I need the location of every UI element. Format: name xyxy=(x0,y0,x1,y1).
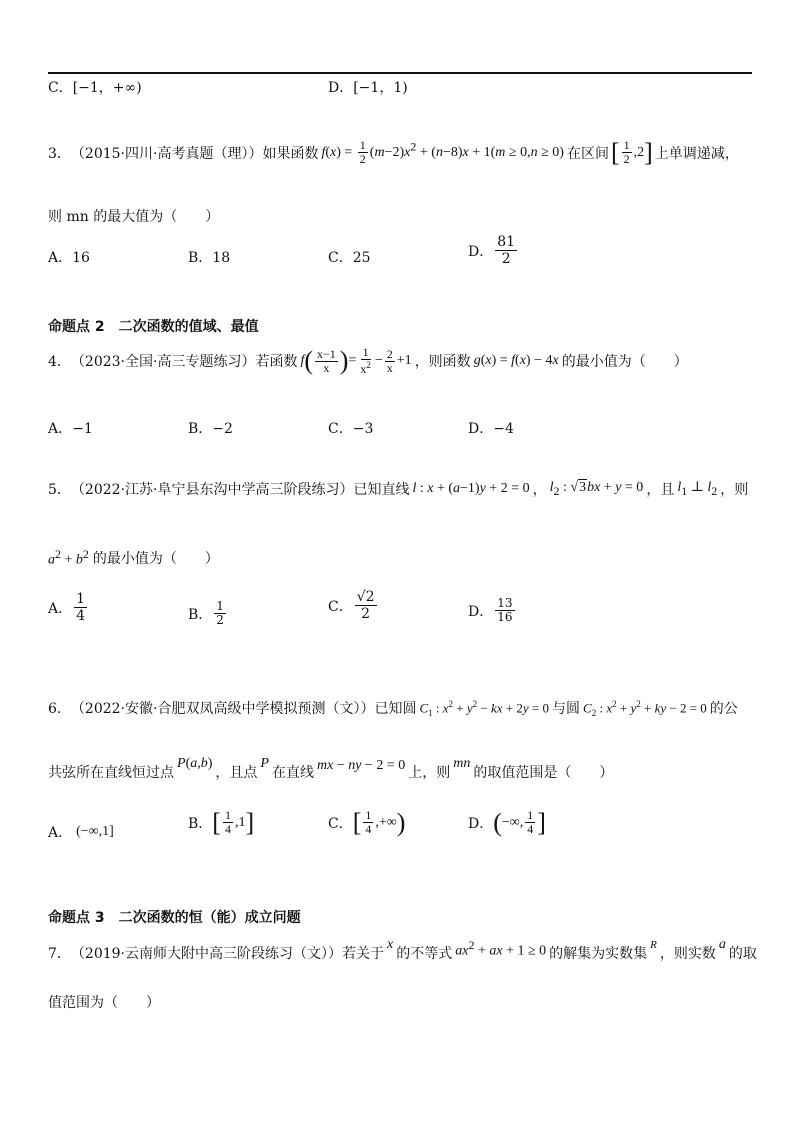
option-d xyxy=(468,235,519,267)
option-c: C． [ $\frac{1}{4}$ ,+∞ ) xyxy=(328,808,406,837)
option-label: D． xyxy=(468,244,494,261)
question-text: 在直线 xyxy=(271,765,314,781)
inequality-expression: $ax^2$ + ax + 1 ≥ 0 xyxy=(455,938,547,959)
question-text: 的解集为实数集 xyxy=(549,945,648,962)
line-equation: mx − ny − 2 = 0 xyxy=(316,758,406,773)
question-source: （2019·云南师大附中高三阶段练习（文））若关于 xyxy=(70,945,384,962)
point-p-symbol: P xyxy=(260,756,269,771)
condition-pre: ，且 xyxy=(646,482,675,498)
option-b: B． [ $\frac{1}{4}$ ,1 ] xyxy=(188,808,255,837)
sum-of-squares-expression: $a^2 + b^2$ xyxy=(48,547,89,568)
question-7 xyxy=(48,936,757,964)
option-b: B．−2 xyxy=(188,421,233,437)
question-text: 的不等式 xyxy=(396,945,453,962)
question-6-line2 xyxy=(48,756,614,782)
question-source: （2022·江苏·阜宁县东沟中学高三阶段练习）已知直线 xyxy=(70,482,410,498)
variable-x: x xyxy=(387,936,394,952)
option-c-prev: C．[−1，+∞) xyxy=(48,80,142,96)
option-label: B． xyxy=(188,606,213,623)
function-expression: f(x) = $\frac{1}{2}$ $(m-2)x^2 + (n-8)x + 1(m \ge 0,n \ge 0)$ xyxy=(321,138,564,167)
line-l-equation: l : x + (a−1)y + 2 = 0 xyxy=(412,481,530,496)
g-function-expression: g(x) = f(x) − 4x xyxy=(473,353,559,369)
perpendicular-condition: $l_1$ ⊥ $l_2$ xyxy=(677,480,718,498)
option-c: C．25 xyxy=(328,250,371,266)
fraction-numerator: 1 xyxy=(76,591,86,607)
question-text: 的最小值为（ ） xyxy=(92,550,219,567)
line-l2-equation: $l_2$ : √3bx + y = 0 xyxy=(549,479,644,498)
question-source: （2023·全国·高三专题练习）若函数 xyxy=(70,354,298,371)
question-number: 4． xyxy=(48,354,71,371)
question-source: （2015·四川·高考真题（理））如果函数 xyxy=(70,146,319,162)
question-3 xyxy=(48,138,739,168)
condition-post: ，则 xyxy=(720,482,749,498)
option-c: C．−3 xyxy=(328,421,374,437)
question-text-mid: 在区间 xyxy=(566,146,609,162)
option-d: D． ( −∞, $\frac{1}{4}$ ] xyxy=(468,808,546,837)
real-set-symbol: R xyxy=(650,938,657,951)
option-a: A．−1 xyxy=(48,421,93,437)
circle-c2-equation: $C_2$ : $x^2 + y^2$ + ky − 2 = 0 xyxy=(583,698,707,718)
question-text: ，则实数 xyxy=(659,945,716,962)
question-number: 7． xyxy=(48,945,71,962)
point-p: P(a,b) xyxy=(177,756,213,771)
interval-expression: [ $\frac{1}{2}$ ,2 ] xyxy=(610,138,653,167)
question-6 xyxy=(48,698,738,718)
question-text-tail: 的公 xyxy=(709,701,738,717)
fraction-denominator: 2 xyxy=(216,613,224,628)
fraction-numerator: 1 xyxy=(216,599,224,613)
option-label: C． xyxy=(328,599,353,616)
option-b: B．18 xyxy=(188,250,231,266)
option-label: D． xyxy=(468,603,494,620)
question-text: 上，则 xyxy=(408,765,451,781)
question-number: 6． xyxy=(48,701,71,717)
fraction-numerator: 13 xyxy=(497,596,513,610)
question-text-mid: 与圆 xyxy=(552,701,581,717)
option-d: D．−4 xyxy=(468,421,514,437)
mn-product: mn xyxy=(453,756,471,771)
comma: ， xyxy=(532,482,547,498)
given-function-expression: f ( $\frac{x-1}{x}$ ) = $\frac{1}{x^2}$ − $\frac{2}{x}$ +1 xyxy=(300,345,412,377)
question-text: ，且点 xyxy=(215,765,258,781)
question-text: 共弦所在直线恒过点 xyxy=(48,765,174,781)
question-text-tail: 上单调递减， xyxy=(654,146,739,162)
fraction-denominator: 2 xyxy=(501,251,511,268)
option-d xyxy=(468,597,517,625)
fraction-denominator: 4 xyxy=(76,608,86,625)
option-b xyxy=(188,600,228,628)
option-a: A．16 xyxy=(48,250,90,266)
section-title-2: 命题点 2 二次函数的值域、最值 xyxy=(48,319,259,335)
question-7-line2: 值范围为（ ） xyxy=(48,995,160,1011)
question-text-mid: ，则函数 xyxy=(414,354,471,371)
option-label: A． xyxy=(48,601,73,618)
fraction-numerator: 81 xyxy=(497,234,516,250)
circle-c1-equation: $C_1$ : $x^2 + y^2$ − kx + 2y = 0 xyxy=(419,698,550,718)
question-text-tail: 的最小值为（ ） xyxy=(561,354,688,371)
question-source: （2022·安徽·合肥双凤高级中学模拟预测（文））已知圆 xyxy=(70,701,417,717)
option-a: A． (−∞,1] xyxy=(48,824,114,841)
option-a xyxy=(48,592,89,624)
variable-a: a xyxy=(718,936,726,952)
question-number: 3． xyxy=(48,146,71,162)
question-text: 的取 xyxy=(728,945,757,962)
option-d-prev: D．[−1，1) xyxy=(328,80,408,96)
section-title-3: 命题点 3 二次函数的恒（能）成立问题 xyxy=(48,910,301,926)
question-4 xyxy=(48,346,688,377)
header-rule xyxy=(48,72,752,74)
question-5 xyxy=(48,479,748,499)
fraction-denominator: 2 xyxy=(361,606,371,623)
question-5-line2 xyxy=(48,547,219,569)
question-text: 的取值范围是（ ） xyxy=(473,765,614,781)
question-number: 5． xyxy=(48,482,71,498)
fraction-numerator: √2 xyxy=(356,589,375,605)
option-c xyxy=(328,590,379,622)
fraction-denominator: 16 xyxy=(497,610,513,625)
question-3-line2: 则 mn 的最大值为（ ） xyxy=(48,209,220,225)
